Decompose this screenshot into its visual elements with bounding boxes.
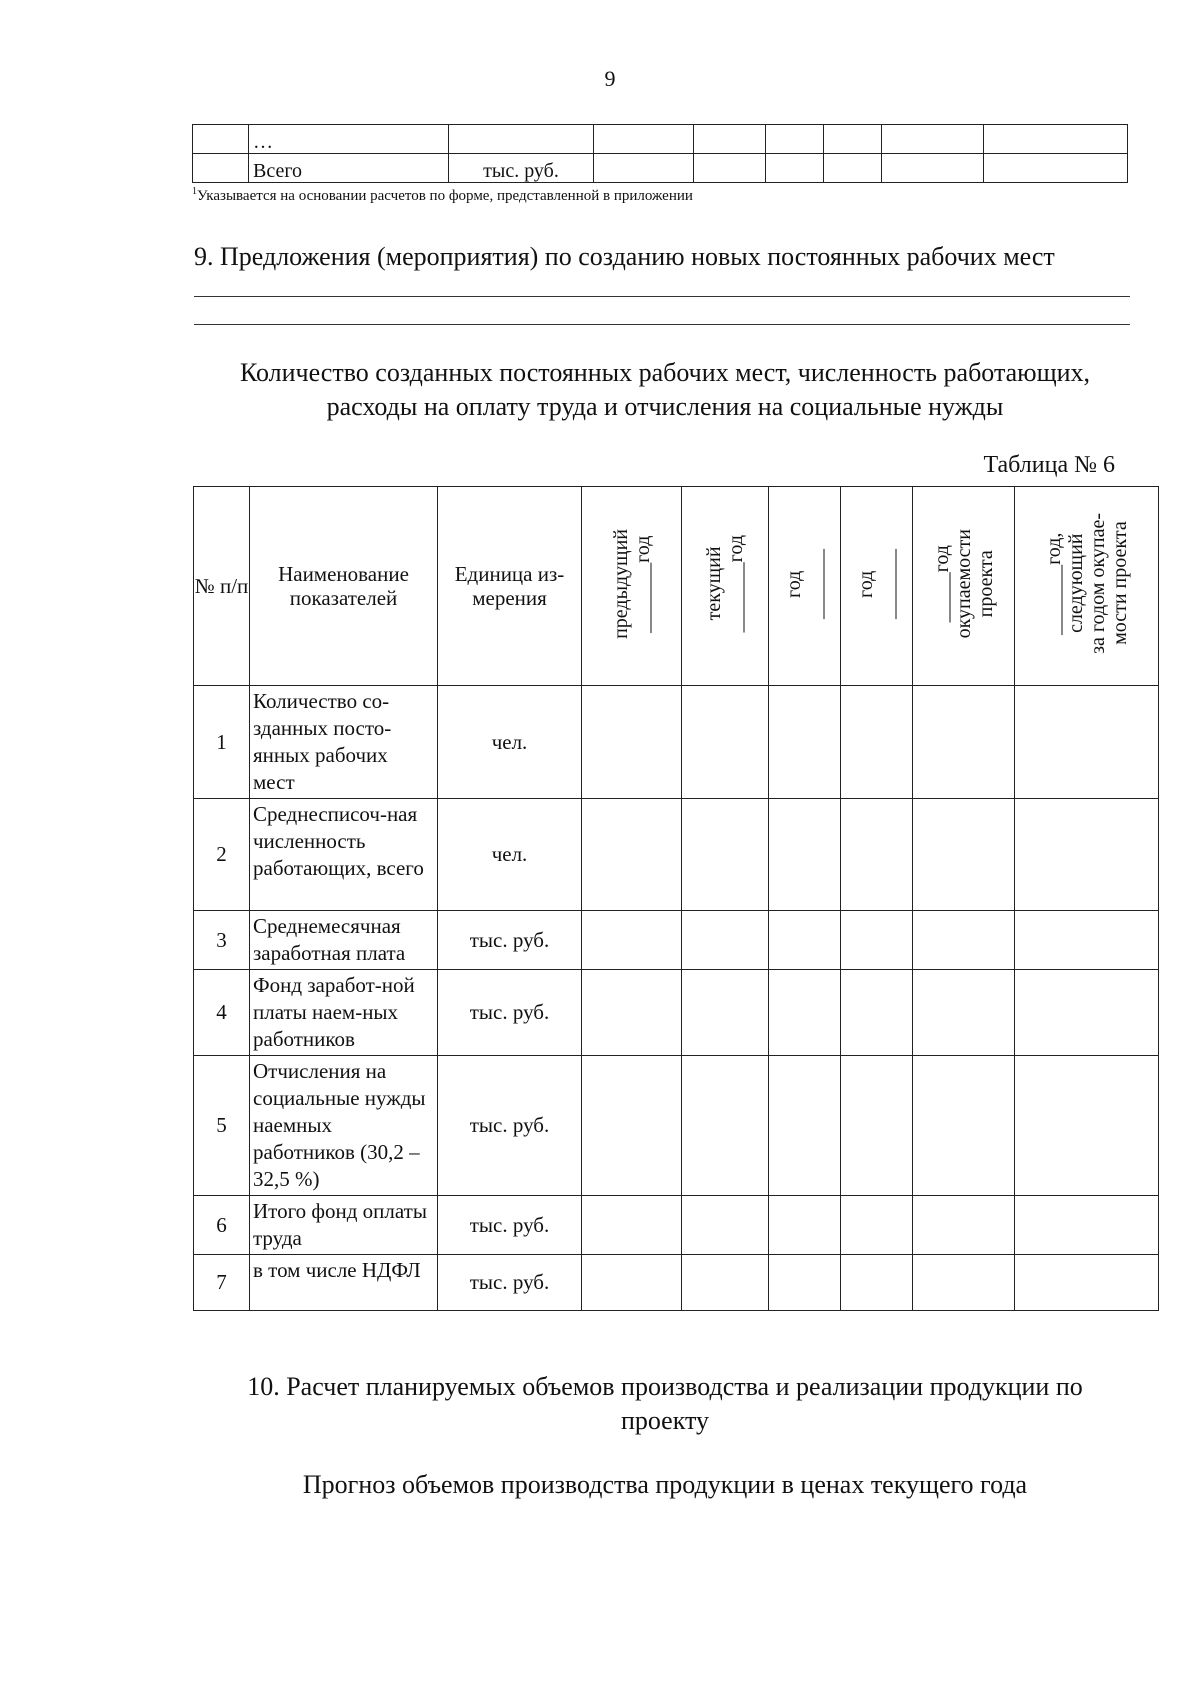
value-cell [582,686,682,799]
value-cell [841,1255,913,1311]
page-number: 9 [604,66,616,91]
value-cell [769,1255,841,1311]
header-name: Наименование показателей [250,487,438,686]
value-cell [769,686,841,799]
value-cell [769,1196,841,1255]
row-unit: чел. [438,799,582,911]
row-number: 6 [194,1196,250,1255]
row-name: Итого фонд оплаты труда [250,1196,438,1255]
value-cell [1015,970,1159,1056]
value-cell [682,686,769,799]
row-name: Среднемесячная заработная плата [250,911,438,970]
section-9-heading: 9. Предложения (мероприятия) по созданию новых постоянных рабочих мест [194,242,1055,271]
value-cell [841,799,913,911]
row-unit: тыс. руб. [438,1196,582,1255]
row-number: 7 [194,1255,250,1311]
value-cell [913,686,1015,799]
value-cell [913,1056,1015,1196]
table-6 [193,486,1159,1311]
value-cell [582,1196,682,1255]
value-cell [682,1255,769,1311]
value-cell [582,970,682,1056]
header-payback-year: _____год окупаемости проекта [913,487,1015,686]
title-line: расходы на оплату труда и отчисления на социальные нужды [326,392,1004,421]
header-current-year: текущий _______год [682,487,769,686]
row-name: Количество со-зданных посто-янных рабочих мест [250,686,438,799]
value-cell [769,799,841,911]
value-cell [769,1056,841,1196]
row-name: … [249,125,449,154]
row-unit: тыс. руб. [438,911,582,970]
value-cell [841,1056,913,1196]
value-cell [1015,1255,1159,1311]
title-line: Количество созданных постоянных рабочих мест, численность работающих, [239,358,1091,387]
fill-in-line [194,296,1130,297]
value-cell [682,911,769,970]
header-year-4: год _______ [841,487,913,686]
footnote [192,186,693,205]
row-unit: тыс. руб. [449,154,594,183]
row-name: в том числе НДФЛ [250,1255,438,1311]
row-unit: тыс. руб. [438,970,582,1056]
value-cell [682,970,769,1056]
value-cell [1015,799,1159,911]
value-cell [913,970,1015,1056]
row-unit: тыс. руб. [438,1056,582,1196]
row-unit: чел. [438,686,582,799]
value-cell [682,1056,769,1196]
footnote-text: Указывается на основании расчетов по форме, представленной в приложении [197,188,693,204]
value-cell [682,799,769,911]
table-row [193,125,1128,154]
row-number: 4 [194,970,250,1056]
row-name: Среднесписоч-ная численность работающих, всего [250,799,438,911]
value-cell [913,1255,1015,1311]
table-row [194,1196,1159,1255]
row-name: Фонд заработ-ной платы наем-ных работников [250,970,438,1056]
value-cell [913,799,1015,911]
footnote-marker: 1 [192,186,197,197]
value-cell [769,970,841,1056]
heading-line: проекту [620,1406,710,1435]
value-cell [913,1196,1015,1255]
value-cell [1015,1056,1159,1196]
value-cell [582,911,682,970]
row-number: 1 [194,686,250,799]
header-year-3: год _______ [769,487,841,686]
row-name: Отчисления на социальные нужды наемных работников (30,2 – 32,5 %) [250,1056,438,1196]
row-number: 3 [194,911,250,970]
table-row [194,970,1159,1056]
value-cell [582,799,682,911]
value-cell [913,911,1015,970]
row-number: 2 [194,799,250,911]
table-row [193,154,1128,183]
header-previous-year: предыдущий _______год [582,487,682,686]
value-cell [1015,911,1159,970]
previous-table-continuation [192,124,1128,183]
value-cell [1015,1196,1159,1255]
value-cell [841,911,913,970]
table-row [194,1255,1159,1311]
table-6-title [190,356,1140,424]
header-year-after-payback: _______год, следующий за годом окупае- мости проекта [1015,487,1159,686]
header-num: № п/п [194,487,250,686]
value-cell [582,1255,682,1311]
section-10-heading [190,1370,1140,1438]
row-name: Всего [249,154,449,183]
value-cell [582,1056,682,1196]
value-cell [682,1196,769,1255]
forecast-title: Прогноз объемов производства продукции в ценах текущего года [302,1470,1028,1499]
table-row [194,686,1159,799]
value-cell [841,970,913,1056]
value-cell [1015,686,1159,799]
heading-line: 10. Расчет планируемых объемов производства и реализации продукции по [247,1372,1083,1401]
fill-in-line [194,324,1130,325]
value-cell [841,1196,913,1255]
table-row [194,1056,1159,1196]
table-row [194,799,1159,911]
header-unit: Единица из-мерения [438,487,582,686]
table-row [194,911,1159,970]
row-number: 5 [194,1056,250,1196]
value-cell [769,911,841,970]
value-cell [841,686,913,799]
table-6-label: Таблица № 6 [983,452,1115,478]
row-unit [449,125,594,154]
header-row [194,487,1159,686]
row-unit: тыс. руб. [438,1255,582,1311]
